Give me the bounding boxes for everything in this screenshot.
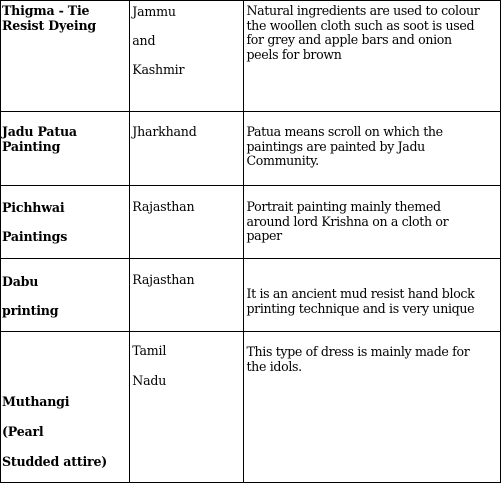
state-cell — [130, 332, 244, 483]
description-cell — [244, 332, 501, 483]
table-row — [1, 332, 501, 483]
description-text: paintings are painted by Jadu — [246, 138, 425, 154]
craft-name: Muthangi — [2, 394, 70, 409]
craft-name: Resist Dyeing — [2, 17, 97, 33]
description-cell — [244, 1, 501, 112]
state-cell — [130, 1, 244, 112]
state-cell — [130, 186, 244, 259]
craft-name: Painting — [2, 138, 61, 154]
craft-name-cell — [1, 112, 130, 186]
state-name: Tamil — [132, 343, 167, 358]
state-name: Jammu — [132, 4, 176, 19]
description-text: around lord Krishna on a cloth or — [246, 213, 449, 229]
state-cell — [130, 112, 244, 186]
description-text: Patua means scroll on which the — [246, 124, 443, 139]
description-text: the woollen cloth such as soot is used — [246, 17, 475, 33]
table-row — [1, 186, 501, 259]
description-text: It is an ancient mud resist hand block — [246, 286, 475, 301]
description-text: Portrait painting mainly themed — [246, 199, 441, 214]
state-name: and — [132, 33, 156, 48]
table-row — [1, 112, 501, 186]
description-text: paper — [246, 228, 282, 243]
description-text: Natural ingredients are used to colour — [246, 3, 480, 18]
craft-name-cell — [1, 186, 130, 259]
craft-name: Thigma - Tie — [2, 3, 90, 18]
description-cell — [244, 186, 501, 259]
description-text: peels for brown — [246, 46, 342, 62]
craft-name: Studded attire) — [2, 454, 108, 469]
state-cell — [130, 259, 244, 332]
craft-name: Dabu — [2, 274, 39, 289]
description-text: Community. — [246, 153, 319, 168]
craft-name: Paintings — [2, 229, 68, 244]
table-row — [1, 259, 501, 332]
craft-name: Pichhwai — [2, 200, 65, 215]
craft-name-cell — [1, 259, 130, 332]
craft-name-cell — [1, 332, 130, 483]
description-text: the idols. — [246, 358, 302, 374]
state-name: Nadu — [132, 373, 167, 388]
description-cell — [244, 112, 501, 186]
state-name: Kashmir — [132, 62, 185, 77]
craft-name: Jadu Patua — [2, 124, 77, 139]
description-text: This type of dress is mainly made for — [246, 344, 470, 359]
craft-name: printing — [2, 303, 59, 318]
state-name: Rajasthan — [132, 199, 195, 214]
description-text: printing technique and is very unique — [246, 300, 475, 316]
description-text: for grey and apple bars and onion — [246, 32, 452, 47]
description-cell — [244, 259, 501, 332]
state-name: Rajasthan — [132, 272, 195, 287]
craft-name-cell — [1, 1, 130, 112]
table-row — [1, 1, 501, 112]
craft-name: (Pearl — [2, 424, 44, 439]
state-name: Jharkhand — [132, 124, 197, 139]
